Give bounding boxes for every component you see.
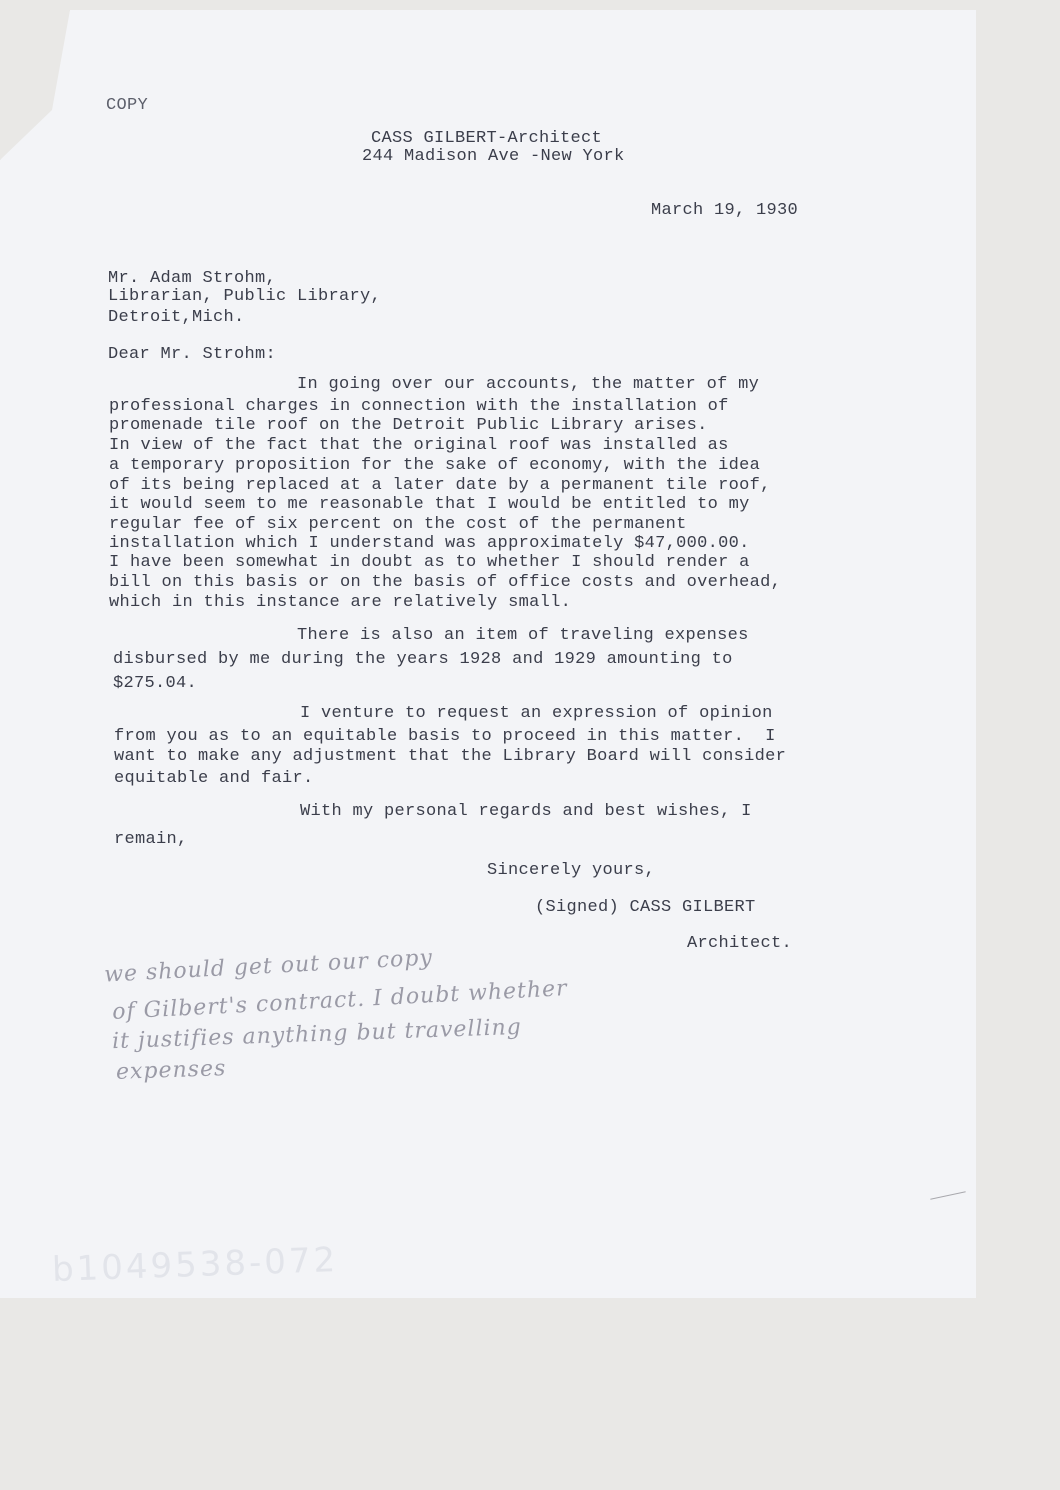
letter-date: March 19, 1930 xyxy=(651,201,799,220)
recipient-line: Librarian, Public Library, xyxy=(108,287,382,306)
body-line: promenade tile roof on the Detroit Public Library arises. xyxy=(109,416,708,435)
body-line: want to make any adjustment that the Library Board will consider xyxy=(114,747,787,766)
body-line: which in this instance are relatively small. xyxy=(109,593,572,612)
body-line: installation which I understand was approximately $47,000.00. xyxy=(109,534,750,553)
signed-line: (Signed) CASS GILBERT xyxy=(535,898,756,917)
recipient-line: Mr. Adam Strohm, xyxy=(108,269,277,288)
closing-line: With my personal regards and best wishes, I xyxy=(300,802,752,821)
body-line: bill on this basis or on the basis of office costs and overhead, xyxy=(109,573,782,592)
body-line: disbursed by me during the years 1928 and 1929 amounting to xyxy=(113,650,733,669)
copy-mark: COPY xyxy=(106,96,149,115)
handwritten-line: expenses xyxy=(115,1056,227,1085)
signer-title: Architect. xyxy=(687,934,793,953)
sincerely-line: Sincerely yours, xyxy=(487,861,656,880)
body-line: a temporary proposition for the sake of economy, with the idea xyxy=(109,456,761,475)
body-line: There is also an item of traveling expenses xyxy=(297,626,749,645)
salutation: Dear Mr. Strohm: xyxy=(108,345,277,364)
letterhead-address: 244 Madison Ave -New York xyxy=(362,147,625,166)
closing-line: remain, xyxy=(114,830,188,849)
handwritten-line: of Gilbert's contract. I doubt whether xyxy=(111,976,569,1025)
body-line: professional charges in connection with the installation of xyxy=(109,397,729,416)
archive-stamp: b1049538-072 xyxy=(51,1240,339,1290)
body-line: regular fee of six percent on the cost of the permanent xyxy=(109,515,687,534)
letterhead-name: CASS GILBERT-Architect xyxy=(371,129,603,148)
body-line: In view of the fact that the original roof was installed as xyxy=(109,436,729,455)
body-line: from you as to an equitable basis to proceed in this matter. I xyxy=(114,727,776,746)
handwritten-line: it justifies anything but travelling xyxy=(111,1014,523,1055)
body-line: $275.04. xyxy=(113,674,198,693)
body-line: of its being replaced at a later date by a permanent tile roof, xyxy=(109,476,771,495)
handwritten-line: we should get out our copy xyxy=(103,945,434,988)
body-line: In going over our accounts, the matter of my xyxy=(297,375,760,394)
body-line: it would seem to me reasonable that I would be entitled to my xyxy=(109,495,750,514)
body-line: equitable and fair. xyxy=(114,769,314,788)
body-line: I venture to request an expression of opinion xyxy=(300,704,773,723)
recipient-line: Detroit,Mich. xyxy=(108,308,245,327)
body-line: I have been somewhat in doubt as to whether I should render a xyxy=(109,553,750,572)
